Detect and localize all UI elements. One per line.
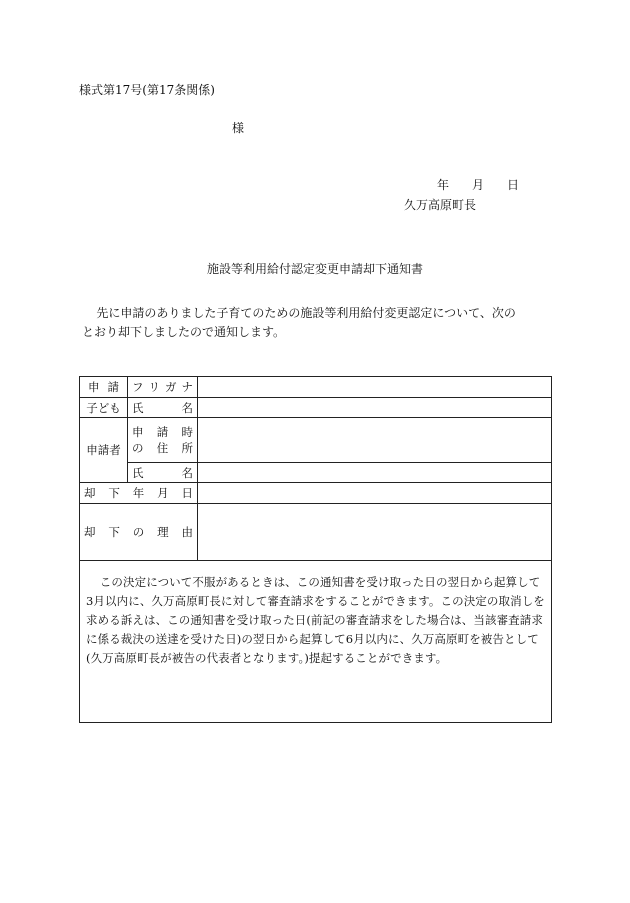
issuer-name: 久万高原町長 — [404, 198, 477, 212]
applicant-name-field[interactable] — [198, 463, 552, 483]
date-year-label: 年 — [437, 178, 450, 192]
child-label-bottom: 子ども — [80, 398, 128, 418]
rejection-reason-field[interactable] — [198, 504, 552, 561]
child-name-field[interactable] — [198, 398, 552, 418]
form-number: 様式第17号(第17条関係) — [79, 83, 215, 97]
applicant-label: 申請者 — [80, 418, 128, 483]
applicant-name-label: 氏 名 — [128, 463, 198, 483]
intro-paragraph: 先に申請のありました子育てのための施設等利用給付変更認定について、次のとおり却下しましたので通知します。 — [82, 306, 516, 339]
child-furigana-field[interactable] — [198, 377, 552, 398]
furigana-label: フ リ ガ ナ — [128, 377, 198, 398]
recipient-suffix: 様 — [232, 121, 245, 135]
date-month-label: 月 — [472, 178, 485, 192]
child-name-label: 氏 名 — [128, 398, 198, 418]
rejection-date-label: 却 下 年 月 日 — [80, 483, 198, 504]
rejection-form-table — [79, 376, 552, 723]
child-label-top: 申 請 — [80, 377, 128, 398]
date-day-label: 日 — [507, 178, 520, 192]
rejection-date-field[interactable] — [198, 483, 552, 504]
address-label: 申 請 時 の 住 所 — [128, 418, 198, 463]
document-title: 施設等利用給付認定変更申請却下通知書 — [206, 262, 423, 276]
appeal-notice: この決定について不服があるときは、この通知書を受け取った日の翌日から起算して3月以内に、久万高原町長に対して審査請求をすることができます。この決定の取消しを求める訴えは、この通知書を受け取った日(前記の審査請求をした場合は、当該審査請求に係る裁決の送達を受けた日)の翌日から起算して6月以内に、久万高原町を被告として(久万高原町長が被告の代表者となります。)提起することができます。 — [80, 561, 552, 723]
rejection-reason-label: 却 下 の 理 由 — [80, 504, 198, 561]
applicant-address-field[interactable] — [198, 418, 552, 463]
